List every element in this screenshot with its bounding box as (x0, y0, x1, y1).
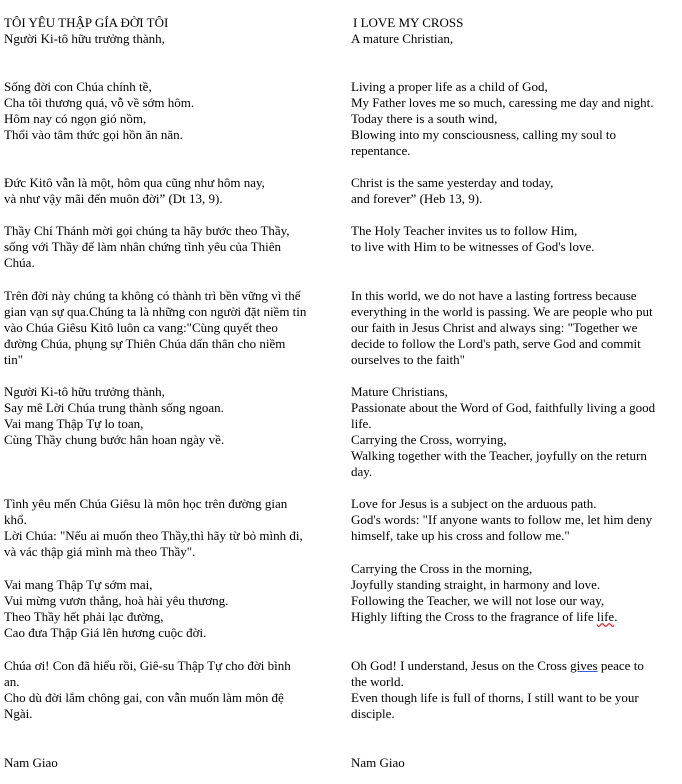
line: and forever” (Heb 13, 9). (351, 191, 483, 206)
line: Passionate about the Word of God, faithfully living a good (351, 400, 656, 415)
line: sống với Thầy để làm nhân chứng tình yêu của Thiên (4, 239, 281, 254)
line: vào Chúa Giêsu Kitô luôn ca vang:"Cùng quyết theo (4, 320, 278, 335)
stanza-3 (351, 223, 681, 255)
line: và vác thập giá mình mà theo Thầy". (4, 544, 196, 559)
line: the world. (351, 674, 404, 689)
line: himself, take up his cross and follow me." (351, 528, 570, 543)
stanza-6 (351, 496, 681, 544)
line: đường Chúa, phụng sự Thiên Chúa dấn thân cho niềm (4, 336, 286, 351)
line (351, 609, 681, 625)
line: repentance. (351, 143, 411, 158)
stanza-1 (4, 79, 332, 143)
poem-title (4, 15, 332, 47)
grammar-flagged-word: gives (570, 658, 598, 673)
line: Cùng Thầy chung bước hân hoan ngày về. (4, 432, 225, 447)
stanza-8 (4, 658, 332, 722)
line: Love for Jesus is a subject on the arduous path. (351, 496, 597, 511)
line: Say mê Lời Chúa trung thành sống ngoan. (4, 400, 224, 415)
line: Cao đưa Thập Giá lên hương cuộc đời. (4, 625, 207, 640)
line: Living a proper life as a child of God, (351, 79, 548, 94)
line: Carrying the Cross, worrying, (351, 432, 507, 447)
author-name: Nam Giao (351, 755, 405, 770)
line: Thầy Chí Thánh mời gọi chúng ta hãy bước theo Thầy, (4, 223, 290, 238)
line: life. (351, 416, 372, 431)
line: Mature Christians, (351, 384, 448, 399)
line: Following the Teacher, we will not lose our way, (351, 593, 605, 608)
author (351, 755, 681, 771)
line: disciple. (351, 706, 395, 721)
line: và như vậy mãi đến muôn đời” (Dt 13, 9). (4, 191, 223, 206)
line-text: Oh God! I understand, Jesus on the Cross (351, 658, 571, 673)
line: khổ. (4, 512, 27, 527)
stanza-4 (351, 288, 681, 368)
line: ourselves to the faith" (351, 352, 465, 367)
line: tin" (4, 352, 24, 367)
subtitle-line: A mature Christian, (351, 31, 454, 46)
line: our faith in Jesus Christ and always sing: "Together we (351, 320, 638, 335)
line: Sống đời con Chúa chính tề, (4, 79, 152, 94)
stanza-5 (351, 384, 681, 480)
line: Vai mang Thập Tự sớm mai, (4, 577, 153, 592)
line: Tình yêu mến Chúa Giêsu là môn học trên đường gian (4, 496, 288, 511)
line: Hôm nay có ngọn gió nồm, (4, 111, 147, 126)
author-name: Nam Giao (4, 755, 58, 770)
line: Thổi vào tâm thức gọi hồn ăn năn. (4, 127, 183, 142)
line-text: Highly lifting the Cross to the fragrance of life (351, 609, 597, 624)
line: Cho dù đời lắm chông gai, con vẫn muốn làm môn đệ (4, 690, 284, 705)
line: Joyfully standing straight, in harmony and love. (351, 577, 601, 592)
line: Theo Thầy hết phải lạc đường, (4, 609, 164, 624)
line: Người Ki-tô hữu trưởng thành, (4, 384, 165, 399)
line: Even though life is full of thorns, I still want to be your (351, 690, 639, 705)
title-line: I LOVE MY CROSS (353, 15, 464, 30)
line: Đức Kitô vẫn là một, hôm qua cũng như hôm nay, (4, 175, 265, 190)
line: Chúa ơi! Con đã hiểu rồi, Giê-su Thập Tự cho đời bình (4, 658, 291, 673)
line-punct: . (614, 609, 618, 624)
title-line: TÔI YÊU THẬP GÍA ĐỜI TÔI (4, 15, 169, 30)
spellcheck-flagged-word: life (596, 609, 615, 624)
line: decide to follow the Lord's path, serve God and commit (351, 336, 641, 351)
line: Vai mang Thập Tự lo toan, (4, 416, 144, 431)
line: an. (4, 674, 20, 689)
line: In this world, we do not have a lasting fortress because (351, 288, 637, 303)
line (351, 658, 681, 674)
stanza-5 (4, 384, 332, 448)
line: Vui mừng vươn thẳng, hoà hài yêu thương. (4, 593, 229, 608)
line: Ngài. (4, 706, 33, 721)
line: everything in the world is passing. We are people who put (351, 304, 653, 319)
line: Cha tôi thương quá, vỗ về sớm hôm. (4, 95, 195, 110)
line: God's words: "If anyone wants to follow me, let him deny (351, 512, 653, 527)
subtitle-line: Người Ki-tô hữu trưởng thành, (4, 31, 165, 46)
line-text: peace to (597, 658, 644, 673)
line: Carrying the Cross in the morning, (351, 561, 533, 576)
line: The Holy Teacher invites us to follow Him, (351, 223, 578, 238)
line: My Father loves me so much, caressing me day and night. (351, 95, 654, 110)
line: Trên đời này chúng ta không có thành trì bền vững vì thế (4, 288, 301, 303)
stanza-7 (4, 577, 332, 641)
line: Christ is the same yesterday and today, (351, 175, 554, 190)
line: Lời Chúa: "Nếu ai muốn theo Thầy,thì hãy từ bỏ mình đi, (4, 528, 303, 543)
poem-title (351, 15, 681, 47)
line: Chúa. (4, 255, 35, 270)
line: Walking together with the Teacher, joyfully on the return (351, 448, 647, 463)
line: Blowing into my consciousness, calling my soul to (351, 127, 617, 142)
stanza-2 (351, 175, 681, 207)
stanza-4 (4, 288, 332, 368)
stanza-7 (351, 561, 681, 625)
stanza-2 (4, 175, 332, 207)
line: day. (351, 464, 373, 479)
stanza-1 (351, 79, 681, 159)
stanza-6 (4, 496, 332, 560)
stanza-3 (4, 223, 332, 271)
line: to live with Him to be witnesses of God's love. (351, 239, 595, 254)
line: gian vạn sự qua.Chúng ta là những con người đặt niềm tin (4, 304, 307, 319)
stanza-8 (351, 658, 681, 722)
line: Today there is a south wind, (351, 111, 498, 126)
author (4, 755, 332, 771)
